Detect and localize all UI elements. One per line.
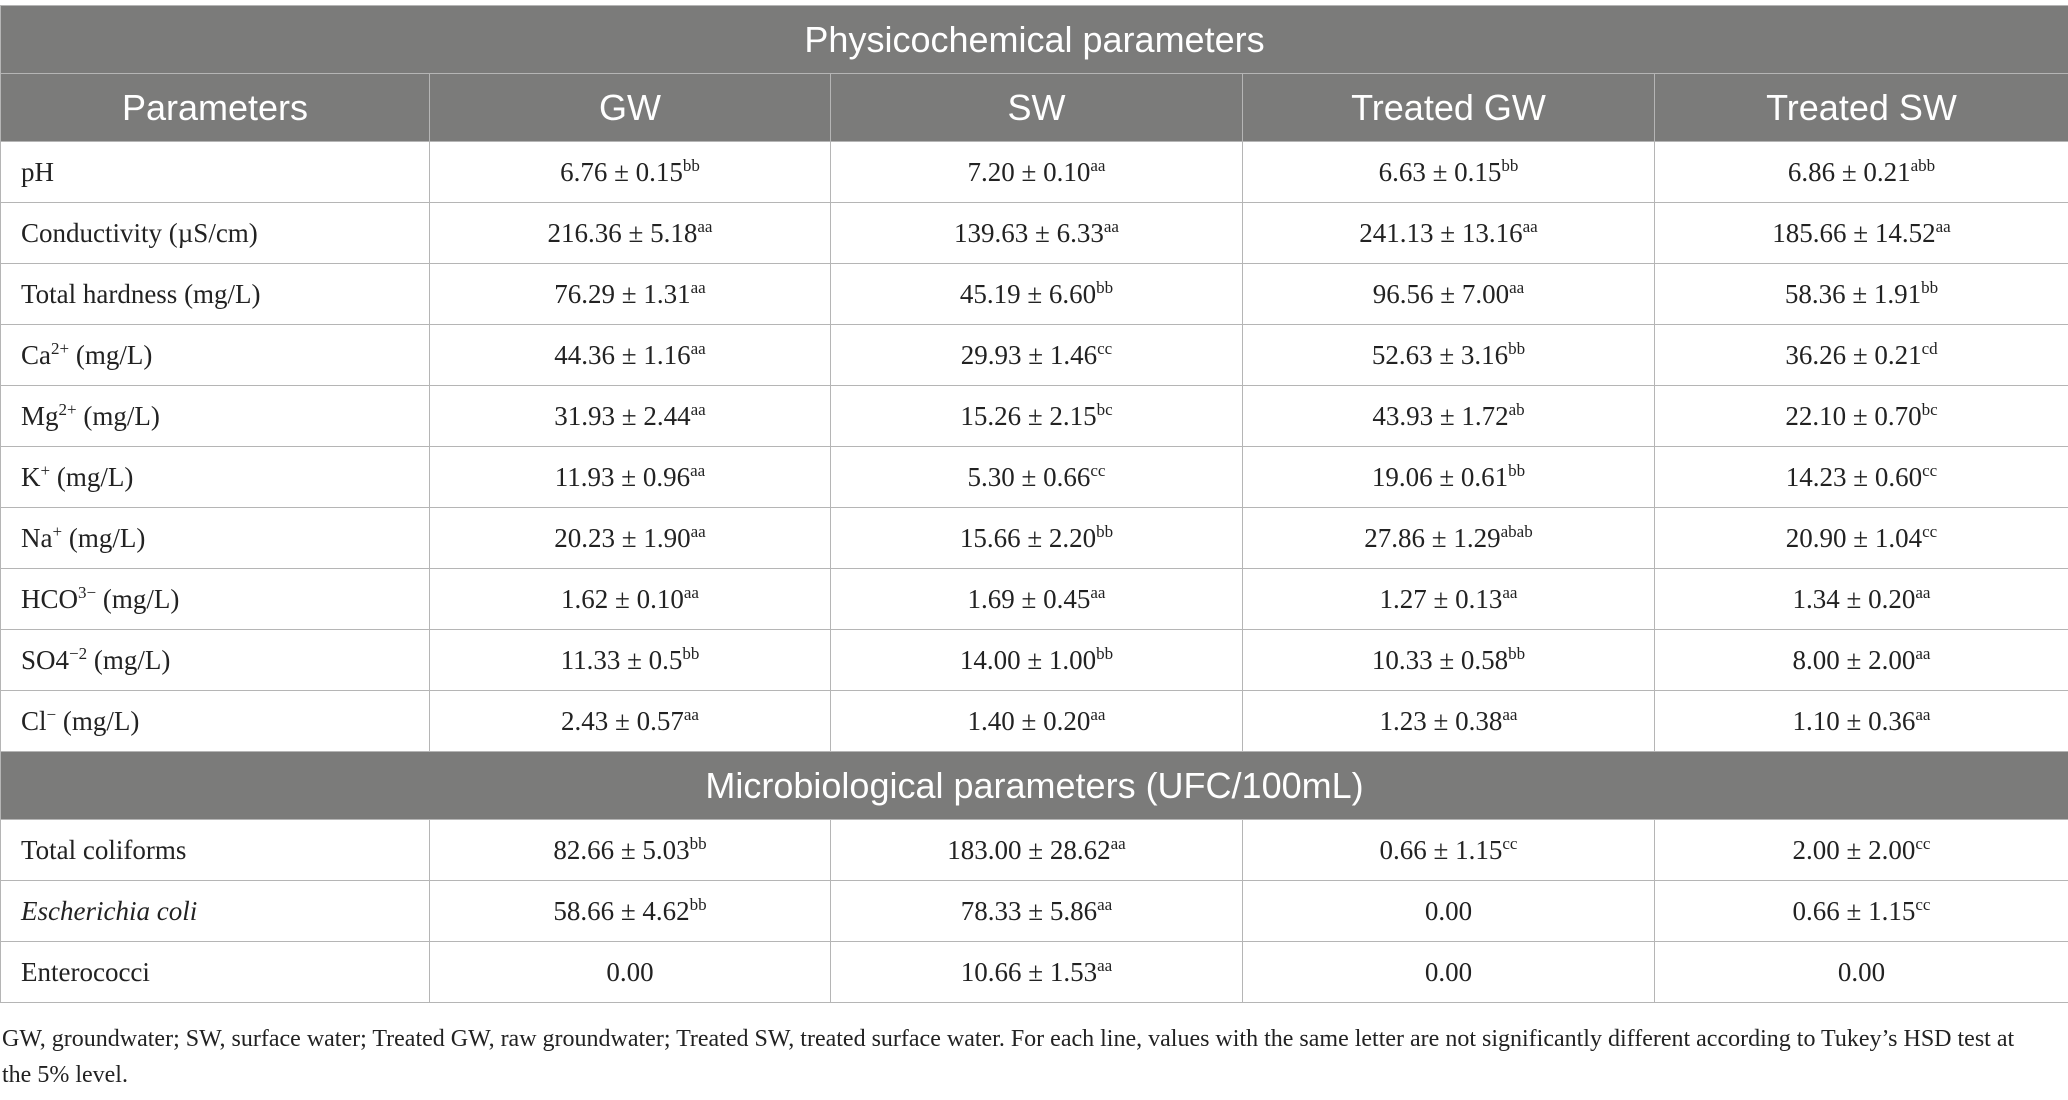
parameter-label: K	[21, 461, 41, 492]
table-cell	[430, 691, 831, 752]
cell-value: 58.66 ± 4.62	[553, 895, 690, 926]
table-cell	[831, 508, 1243, 569]
cell-value: 0.00	[1424, 956, 1473, 987]
table-cell	[1243, 820, 1655, 881]
cell-value: 183.00 ± 28.62	[947, 834, 1111, 865]
column-header-treated-gw: Treated GW	[1243, 74, 1655, 142]
cell-value: 0.66 ± 1.15	[1792, 895, 1916, 926]
parameter-unit: (mg/L)	[76, 400, 160, 431]
column-header-parameters: Parameters	[1, 74, 430, 142]
cell-value: 2.43 ± 0.57	[561, 705, 684, 736]
parameter-label: pH	[21, 156, 54, 187]
table-cell	[1655, 142, 2068, 203]
row-parameter-name	[1, 630, 430, 691]
table-cell	[1655, 881, 2068, 942]
table-cell	[1655, 569, 2068, 630]
cell-value: 216.36 ± 5.18	[547, 217, 698, 248]
cell-value: 14.23 ± 0.60	[1785, 461, 1923, 492]
table-cell	[1655, 447, 2068, 508]
cell-value: 10.33 ± 0.58	[1371, 644, 1509, 675]
table-cell	[1655, 691, 2068, 752]
parameter-label: Mg	[21, 400, 59, 431]
cell-value: 19.06 ± 0.61	[1371, 461, 1509, 492]
parameter-superscript: 2+	[58, 399, 77, 419]
parameter-superscript: 3−	[78, 582, 97, 602]
significance-letters: aa	[690, 338, 706, 358]
column-header-gw: GW	[430, 74, 831, 142]
parameter-unit: (mg/L)	[87, 644, 171, 675]
cell-value: 5.30 ± 0.66	[967, 461, 1091, 492]
parameter-label: Enterococci	[21, 956, 150, 987]
cell-value: 241.13 ± 13.16	[1359, 217, 1523, 248]
cell-value: 29.93 ± 1.46	[960, 339, 1098, 370]
significance-letters: bb	[1096, 277, 1114, 297]
table-cell	[831, 325, 1243, 386]
table-cell	[1655, 820, 2068, 881]
table-row	[1, 508, 2068, 569]
significance-letters: cc	[1097, 338, 1113, 358]
table-cell	[831, 569, 1243, 630]
significance-letters: cc	[1922, 460, 1938, 480]
parameter-superscript: −	[46, 704, 57, 724]
table-cell	[1655, 508, 2068, 569]
significance-letters: aa	[690, 399, 706, 419]
parameter-unit: (mg/L)	[50, 461, 134, 492]
cell-value: 96.56 ± 7.00	[1372, 278, 1510, 309]
significance-letters: aa	[690, 521, 706, 541]
table-cell	[430, 325, 831, 386]
significance-letters: bb	[682, 643, 700, 663]
parameter-superscript: 2+	[51, 338, 70, 358]
significance-letters: aa	[683, 704, 699, 724]
parameter-unit: (mg/L)	[62, 522, 146, 553]
section-header-microbiological	[1, 752, 2068, 820]
table-cell	[430, 386, 831, 447]
significance-letters: aa	[1502, 582, 1518, 602]
table-cell	[1655, 386, 2068, 447]
table-cell	[831, 203, 1243, 264]
significance-letters: abb	[1910, 155, 1936, 175]
significance-letters: cc	[1922, 521, 1938, 541]
physicochemical-rows	[1, 142, 2068, 752]
cell-value: 1.69 ± 0.45	[967, 583, 1091, 614]
cell-value: 36.26 ± 0.21	[1785, 339, 1922, 370]
significance-letters: aa	[1915, 704, 1931, 724]
table-cell	[1243, 881, 1655, 942]
significance-letters: ab	[1508, 399, 1525, 419]
row-parameter-name	[1, 264, 430, 325]
table-row	[1, 630, 2068, 691]
significance-letters: bb	[1096, 521, 1114, 541]
table-cell	[430, 630, 831, 691]
table-cell	[430, 264, 831, 325]
table-row	[1, 325, 2068, 386]
parameter-label: Escherichia coli	[21, 895, 198, 926]
significance-letters: bb	[689, 833, 707, 853]
significance-letters: aa	[690, 460, 706, 480]
significance-letters: aa	[1935, 216, 1951, 236]
cell-value: 22.10 ± 0.70	[1785, 400, 1922, 431]
cell-value: 82.66 ± 5.03	[553, 834, 690, 865]
table-cell	[430, 203, 831, 264]
cell-value: 2.00 ± 2.00	[1792, 834, 1916, 865]
cell-value: 6.76 ± 0.15	[560, 156, 683, 187]
cell-value: 11.93 ± 0.96	[554, 461, 691, 492]
parameter-label: Cl	[21, 705, 47, 736]
parameter-superscript: +	[40, 460, 51, 480]
section-title-microbiological: Microbiological parameters (UFC/100mL)	[1, 752, 2068, 820]
significance-letters: aa	[1097, 894, 1113, 914]
cell-value: 7.20 ± 0.10	[967, 156, 1091, 187]
parameter-label: Conductivity (µS/cm)	[21, 217, 258, 248]
cell-value: 1.34 ± 0.20	[1792, 583, 1916, 614]
significance-letters: aa	[1090, 704, 1106, 724]
table-cell	[430, 820, 831, 881]
table-cell	[1243, 264, 1655, 325]
cell-value: 52.63 ± 3.16	[1371, 339, 1509, 370]
table-cell	[1243, 942, 1655, 1003]
cell-value: 76.29 ± 1.31	[554, 278, 691, 309]
cell-value: 45.19 ± 6.60	[959, 278, 1097, 309]
table-cell	[1243, 386, 1655, 447]
cell-value: 20.23 ± 1.90	[554, 522, 691, 553]
cell-value: 78.33 ± 5.86	[960, 895, 1098, 926]
table-cell	[1655, 630, 2068, 691]
table-cell	[430, 881, 831, 942]
table-cell	[1655, 264, 2068, 325]
table-cell	[831, 386, 1243, 447]
significance-letters: abab	[1500, 521, 1533, 541]
table-cell	[1243, 325, 1655, 386]
parameter-label: SO4	[21, 644, 70, 675]
table-row	[1, 820, 2068, 881]
table-cell	[831, 691, 1243, 752]
cell-value: 11.33 ± 0.5	[560, 644, 683, 675]
cell-value: 58.36 ± 1.91	[1784, 278, 1922, 309]
section-title-physicochemical: Physicochemical parameters	[1, 6, 2068, 74]
table-cell	[831, 447, 1243, 508]
row-parameter-name	[1, 203, 430, 264]
table-row	[1, 142, 2068, 203]
significance-letters: cc	[1915, 894, 1931, 914]
significance-letters: aa	[1110, 833, 1126, 853]
cell-value: 15.26 ± 2.15	[960, 400, 1097, 431]
table-cell	[1655, 942, 2068, 1003]
significance-letters: aa	[1915, 582, 1931, 602]
table-row	[1, 203, 2068, 264]
table-row	[1, 569, 2068, 630]
row-parameter-name	[1, 942, 430, 1003]
cell-value: 15.66 ± 2.20	[959, 522, 1097, 553]
table-cell	[1655, 325, 2068, 386]
table-cell	[1243, 569, 1655, 630]
cell-value: 6.86 ± 0.21	[1787, 156, 1911, 187]
cell-value: 6.63 ± 0.15	[1378, 156, 1502, 187]
column-header-sw: SW	[831, 74, 1243, 142]
significance-letters: bb	[1508, 643, 1526, 663]
table-cell	[831, 142, 1243, 203]
cell-value: 0.66 ± 1.15	[1379, 834, 1503, 865]
microbiological-rows	[1, 820, 2068, 1003]
significance-letters: bb	[1096, 643, 1114, 663]
table-row	[1, 691, 2068, 752]
significance-letters: bc	[1096, 399, 1113, 419]
cell-value: 44.36 ± 1.16	[554, 339, 691, 370]
significance-letters: bb	[1921, 277, 1939, 297]
table-footnote: GW, groundwater; SW, surface water; Treated GW, raw groundwater; Treated SW, treated surface water. For each line, values with the same letter are not significantly different according to Tukey’s HSD test at the 5% level.	[2, 1026, 2015, 1088]
cell-value: 20.90 ± 1.04	[1785, 522, 1923, 553]
table-cell	[1243, 691, 1655, 752]
row-parameter-name	[1, 142, 430, 203]
table-row	[1, 386, 2068, 447]
table-cell	[430, 508, 831, 569]
table-cell	[430, 142, 831, 203]
parameter-label: Total coliforms	[21, 834, 187, 865]
row-parameter-name	[1, 691, 430, 752]
parameter-superscript: +	[52, 521, 63, 541]
significance-letters: aa	[1502, 704, 1518, 724]
column-header-treated-sw: Treated SW	[1655, 74, 2068, 142]
table-cell	[1243, 508, 1655, 569]
significance-letters: bb	[1508, 460, 1526, 480]
parameter-unit: (mg/L)	[96, 583, 180, 614]
row-parameter-name	[1, 569, 430, 630]
significance-letters: aa	[1509, 277, 1525, 297]
row-parameter-name	[1, 386, 430, 447]
table-cell	[1243, 630, 1655, 691]
cell-value: 1.10 ± 0.36	[1792, 705, 1916, 736]
cell-value: 0.00	[1837, 956, 1886, 987]
significance-letters: aa	[697, 216, 713, 236]
cell-value: 1.40 ± 0.20	[967, 705, 1091, 736]
table-row	[1, 264, 2068, 325]
significance-letters: aa	[1522, 216, 1538, 236]
section-header-physicochemical	[1, 6, 2068, 74]
significance-letters: bb	[682, 155, 700, 175]
parameter-unit: (mg/L)	[69, 339, 153, 370]
row-parameter-name	[1, 508, 430, 569]
cell-value: 185.66 ± 14.52	[1772, 217, 1936, 248]
row-parameter-name	[1, 447, 430, 508]
significance-letters: bc	[1921, 399, 1938, 419]
cell-value: 1.62 ± 0.10	[561, 583, 684, 614]
cell-value: 1.23 ± 0.38	[1379, 705, 1503, 736]
parameter-label: Total hardness (mg/L)	[21, 278, 261, 309]
cell-value: 8.00 ± 2.00	[1792, 644, 1916, 675]
table-cell	[831, 630, 1243, 691]
cell-value: 27.86 ± 1.29	[1364, 522, 1501, 553]
row-parameter-name	[1, 820, 430, 881]
table-cell	[1243, 447, 1655, 508]
results-table	[0, 5, 2068, 1003]
table-row	[1, 447, 2068, 508]
cell-value: 1.27 ± 0.13	[1379, 583, 1503, 614]
significance-letters: aa	[1090, 155, 1106, 175]
cell-value: 31.93 ± 2.44	[554, 400, 691, 431]
cell-value: 139.63 ± 6.33	[954, 217, 1104, 248]
table-cell	[1243, 203, 1655, 264]
significance-letters: aa	[1103, 216, 1119, 236]
significance-letters: cc	[1915, 833, 1931, 853]
significance-letters: cd	[1921, 338, 1938, 358]
significance-letters: cc	[1090, 460, 1106, 480]
parameter-label: HCO	[21, 583, 79, 614]
column-header-row	[1, 74, 2068, 142]
cell-value: 0.00	[606, 956, 654, 987]
significance-letters: aa	[1090, 582, 1106, 602]
table-cell	[430, 569, 831, 630]
table-row	[1, 881, 2068, 942]
parameter-unit: (mg/L)	[56, 705, 140, 736]
cell-value: 0.00	[1424, 895, 1473, 926]
significance-letters: aa	[690, 277, 706, 297]
cell-value: 14.00 ± 1.00	[959, 644, 1097, 675]
cell-value: 10.66 ± 1.53	[960, 956, 1098, 987]
table-cell	[1655, 203, 2068, 264]
parameter-label: Ca	[21, 339, 51, 370]
table-cell	[1243, 142, 1655, 203]
significance-letters: aa	[683, 582, 699, 602]
row-parameter-name	[1, 881, 430, 942]
row-parameter-name	[1, 325, 430, 386]
table-cell	[430, 942, 831, 1003]
table-cell	[831, 942, 1243, 1003]
parameter-superscript: −2	[69, 643, 88, 663]
significance-letters: aa	[1915, 643, 1931, 663]
parameter-label: Na	[21, 522, 53, 553]
significance-letters: bb	[1508, 338, 1526, 358]
table-cell	[430, 447, 831, 508]
table-cell	[831, 264, 1243, 325]
significance-letters: bb	[1501, 155, 1519, 175]
significance-letters: aa	[1097, 955, 1113, 975]
table-cell	[831, 881, 1243, 942]
significance-letters: bb	[689, 894, 707, 914]
table-cell	[831, 820, 1243, 881]
significance-letters: cc	[1502, 833, 1518, 853]
cell-value: 43.93 ± 1.72	[1372, 400, 1509, 431]
table-row	[1, 942, 2068, 1003]
